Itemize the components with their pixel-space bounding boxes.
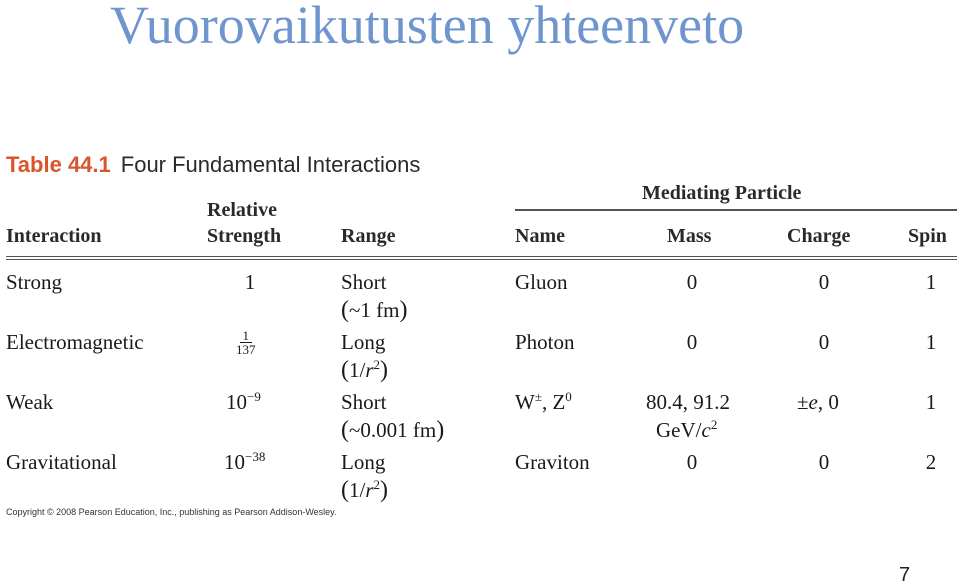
cell-strength: 1 — [244, 270, 256, 294]
group-header-mediating-particle: Mediating Particle — [642, 182, 802, 204]
cell-mass: 0 — [686, 450, 698, 474]
cell-spin: 1 — [925, 270, 937, 294]
cell-range-detail: (~1 fm) — [341, 297, 408, 323]
cell-range: Long — [341, 330, 386, 354]
table-caption — [6, 152, 420, 178]
cell-strength: $10^{-38}$ — [224, 449, 266, 474]
header-range: Range — [341, 225, 396, 247]
cell-range: Short — [341, 270, 387, 294]
cell-spin: 1 — [925, 330, 937, 354]
cell-charge: 0 — [818, 270, 830, 294]
copyright-notice: Copyright © 2008 Pearson Education, Inc., publishing as Pearson Addison-Wesley. — [6, 507, 337, 517]
cell-range-detail: (~0.001 fm) — [341, 417, 445, 443]
group-header-rule — [515, 209, 957, 211]
table-caption-text: Four Fundamental Interactions — [120, 152, 421, 177]
cell-range-detail: $(1/r^2)$ — [341, 477, 389, 503]
cell-mass: 0 — [686, 330, 698, 354]
header-charge: Charge — [787, 225, 851, 247]
header-strength: Strength — [207, 225, 282, 247]
header-mass: Mass — [667, 225, 712, 247]
cell-mass-unit: GeV/$c^2$ — [656, 417, 718, 442]
header-spin: Spin — [908, 225, 947, 247]
cell-charge: 0 — [818, 330, 830, 354]
cell-interaction: Weak — [6, 390, 54, 414]
cell-charge: 0 — [818, 450, 830, 474]
header-relative: Relative — [207, 199, 277, 221]
cell-name: Photon — [515, 330, 575, 354]
slide-title: Vuorovaikutusten yhteenveto — [110, 0, 745, 55]
header-bottom-rule — [6, 259, 957, 260]
cell-name: W±, $Z^0$ — [515, 389, 572, 414]
cell-range: Long — [341, 450, 386, 474]
cell-name: Gluon — [515, 270, 568, 294]
fraction-numerator: 1 — [240, 329, 253, 343]
cell-name: Graviton — [515, 450, 590, 474]
cell-mass: 80.4, 91.2 — [646, 390, 730, 414]
cell-strength: $10^{-9}$ — [226, 389, 261, 414]
cell-range-detail: $(1/r^2)$ — [341, 357, 389, 383]
cell-interaction: Electromagnetic — [6, 330, 144, 354]
cell-spin: 2 — [925, 450, 937, 474]
header-name: Name — [515, 225, 565, 247]
table-label: Table 44.1 — [6, 152, 111, 177]
cell-interaction: Gravitational — [6, 450, 117, 474]
header-interaction: Interaction — [6, 225, 102, 247]
header-top-rule — [6, 256, 957, 257]
cell-spin: 1 — [925, 390, 937, 414]
cell-interaction: Strong — [6, 270, 63, 294]
cell-mass: 0 — [686, 270, 698, 294]
cell-charge: ±e, 0 — [797, 390, 839, 414]
page-number: 7 — [899, 564, 911, 586]
cell-range: Short — [341, 390, 387, 414]
cell-strength-fraction — [236, 329, 256, 356]
fraction-denominator: 137 — [236, 342, 256, 357]
